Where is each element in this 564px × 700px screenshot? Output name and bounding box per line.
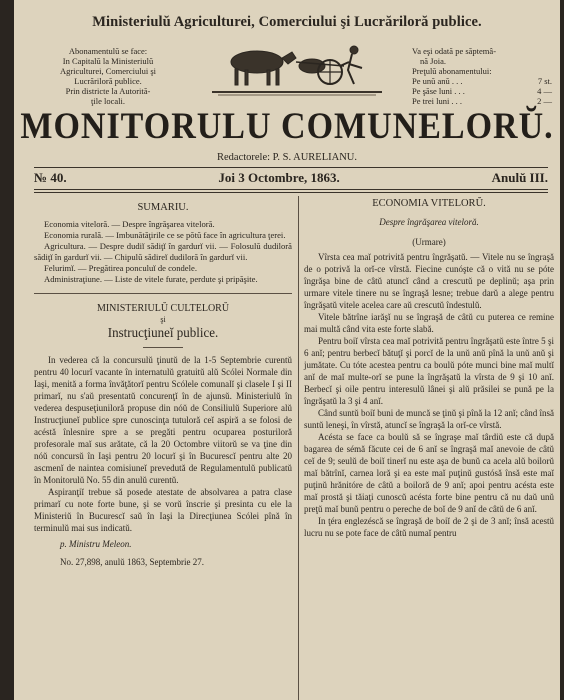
price-value: 4 — bbox=[537, 86, 552, 96]
price-period: Pe unŭ anŭ . . . bbox=[412, 76, 463, 86]
right-column bbox=[304, 198, 554, 539]
farmer-plough-vignette bbox=[212, 36, 382, 98]
section-divider bbox=[34, 293, 292, 294]
article-heading: MINISTERIULŬ CULTELORŬ bbox=[96, 303, 230, 314]
article-paragraph: Vîrsta cea maĭ potrivită pentru îngrăşatŭ. — Vitele nu se îngraşă de o potrivă la orĭ-ce vîrstă. Fiecine cunóşte că o vită nu se póte îngrăşa bine de câtŭ atuncĭ când a crescutŭ pe deplinŭ; aşa prin urmare vitele tinere nu se îngraşă lesne; trebue darŭ a alege pentru îngrăşatŭ vitele acelea care aŭ crescutŭ îndestulŭ. bbox=[304, 252, 554, 310]
article-paragraph: Acésta se face ca boulŭ să se îngraşe maĭ târdiŭ este că după bagarea de sémă făcute cei de 6 anĭ se îngraşă maĭ anevoie de câtŭ ceĭ de 9; seulŭ de boiĭ tinerĭ nu este aşa de bunŭ ca acela alŭ boilorŭ maĭ bătrînĭ, carnea loră şi ea este maĭ puţinŭ gustósă însă este maĭ puţinŭ hrănitóre de câtŭ a boiloră de 9 anĭ; apoi pentru acésta este maĭ prostă şi tăiaţi cunoscŭ acésta forte bine pentru că nu daŭ unŭ preţŭ maĭ bunŭ pentru o pereche de boĭ de 9 anĭ de câtŭ de 6 anĭ. bbox=[304, 432, 554, 514]
publication-frequency: Va eşi odată pe săptemâ- bbox=[412, 46, 497, 56]
summary-item: Felurimĭ. — Pregătirea ponculuĭ de condele. bbox=[44, 263, 197, 273]
newspaper-page bbox=[14, 0, 560, 700]
newspaper-masthead: MONITORULU COMUNELORŬ. bbox=[20, 106, 554, 147]
price-row bbox=[412, 86, 552, 96]
article-heading-2: Instrucţiuneĭ publice. bbox=[107, 324, 219, 341]
column-divider bbox=[298, 196, 299, 700]
right-subtitle: Despre îngrăşarea viteloră. bbox=[379, 217, 479, 227]
price-value: 7 st. bbox=[537, 76, 552, 86]
article-heading-and: şi bbox=[160, 315, 166, 324]
subscription-line: ţile locali. bbox=[91, 96, 125, 106]
issue-number: № 40. bbox=[34, 170, 67, 185]
header-rule-bottom bbox=[34, 189, 548, 190]
summary-list bbox=[34, 219, 292, 285]
subscription-line: Abonamentulŭ se face: bbox=[68, 46, 148, 56]
publication-frequency-cont: nă Joia. bbox=[420, 56, 446, 66]
ministry-announcement bbox=[34, 354, 292, 534]
price-row bbox=[412, 96, 552, 106]
price-period: Pe trei luni . . . bbox=[412, 96, 463, 106]
continued-label: (Urmare) bbox=[412, 237, 446, 247]
article-paragraph: Pentru boiĭ vîrsta cea maĭ potrivită pentru îngrăşatŭ este între 5 şi 6 anĭ; pentru berbecĭ bătuţĭ şi porcĭ de la unŭ anŭ pînă la unŭ anŭ şi jumătate. Cu tóte acestea pentru ca boulŭ póte munci bine maĭ multĭ anĭ de maĭ multe-orĭ se pune la îngrăşatŭ la vîrsta de 9 şi 10 anĭ. Berbecĭ şi oile pentru interesulŭ lânei şi alŭ prăsilei se pună pe la îngrăşatŭ la 3 şi 4 anĭ. bbox=[304, 336, 554, 406]
summary-item: Economia rurală. — Imbunătăţirile ce se pŏtŭ face în agricultura ţerei. bbox=[44, 230, 286, 240]
left-column bbox=[34, 198, 292, 568]
price-heading: Preţulŭ abonamentului: bbox=[412, 66, 492, 76]
subscription-line: Agriculturei, Comerciului şi bbox=[59, 66, 157, 76]
summary-item: Administraţiune. — Liste de vitele furate, perdute şi pripăşite. bbox=[44, 274, 258, 284]
header-rule-bottom-thin bbox=[34, 192, 548, 193]
right-section-title: ECONOMIA VITELORŬ. bbox=[372, 198, 486, 209]
price-value: 2 — bbox=[537, 96, 552, 106]
announcement-paragraph: In vederea că la concursulŭ ţinutŭ de la 1-5 Septembrie curentŭ pentru 40 locurĭ vacante în internatulŭ gratuitŭ alŭ Scólei Normale din Iaşi, menită a forma învăţătorĭ pentru Scólele comunalĭ şi clasele I şi II primarĭ, nu s'aŭ presentatŭ concurenţĭ în de ajunsŭ. Ministeriulŭ în vederea despuseţiuniloră propuse din nóŭ de Consiliulŭ Superiore alŭ Instrucţiuneĭ publice spre cunoscinţa tutuloră ceĭ aspiră a se folosi de acéstă înlesnire spre a se pregăti pentru ocuparea posturiloră profesorale maĭ sus arătate, că la 20 Octombre viitorŭ se va ţine din nóŭ concursŭ în Iaşi pentru 20 locurĭ şi în Bucurescĭ pentru alte 20 ascmenĭ de naintea comisiuneĭ prevedută de Regulamentulŭ publicatŭ în Monitorulŭ No. 55 din anulŭ curentŭ. bbox=[34, 355, 292, 485]
summary-title: SUMARIU. bbox=[137, 202, 189, 213]
subscription-info-right bbox=[412, 46, 552, 106]
subscription-line: Lucrăriloră publice. bbox=[74, 76, 142, 86]
issue-info-row bbox=[34, 170, 548, 186]
article-paragraph: Când suntŭ boiĭ buni de muncă se ţinŭ şi pînă la 12 anĭ; când însă suntŭ leneşi, în vîrstă, atuncĭ se îngraşă la orĭ-ce vîrstă. bbox=[304, 408, 554, 430]
header-rule-top bbox=[34, 167, 548, 168]
ministry-heading: Ministeriulŭ Agriculturei, Comerciului şi Lucrăriloră publice. bbox=[92, 14, 482, 30]
subscription-line: Prin districte la Autorită- bbox=[65, 86, 151, 96]
cattle-article bbox=[304, 251, 554, 539]
subscription-info-left bbox=[24, 46, 192, 106]
document-reference: No. 27,898, anulŭ 1863, Septembrie 27. bbox=[60, 557, 204, 567]
price-row bbox=[412, 76, 552, 86]
issue-year: Anulŭ III. bbox=[491, 170, 548, 185]
editor-line: Redactorele: P. S. AURELIANU. bbox=[217, 152, 357, 163]
signature: p. Ministru Meleon. bbox=[60, 539, 132, 549]
article-paragraph: In ţéra englezéscă se îngraşă de boiĭ de 2 şi de 3 anĭ; însă acestŭ lucru nu se pote face de câtŭ numaĭ pentru bbox=[304, 516, 554, 538]
small-divider bbox=[143, 347, 183, 348]
announcement-paragraph: Aspiranţiĭ trebue să posede atestate de absolvarea a patra clase primarĭ cu note forte bune, şi se vorŭ înscrie şi presinta cu ele la Ministeriŭ în Bucurescĭ saŭ în Iaşi la Direcţiunea Scólei pînă în terminulŭ mai sus indicatŭ. bbox=[34, 487, 292, 533]
subscription-line: In Capitalŭ la Ministeriulŭ bbox=[62, 56, 154, 66]
summary-item: Economia viteloră. — Despre îngrăşarea viteloră. bbox=[44, 219, 215, 229]
article-paragraph: Vitele bătrîne iarăşĭ nu se îngraşă de câtŭ cu puterea ce remine mai multă când vita este forte slabă. bbox=[304, 312, 554, 334]
summary-item: Agricultura. — Despre dudiĭ sădiţĭ în gardurĭ vii. — Folosulŭ dudiloră sădiţĭ în gardurĭ vii. — Chipulŭ sădireĭ dudiloră în gardurĭ vii. bbox=[34, 241, 292, 262]
issue-date: Joi 3 Octombre, 1863. bbox=[218, 170, 340, 185]
price-period: Pe şăse luni . . . bbox=[412, 86, 465, 96]
